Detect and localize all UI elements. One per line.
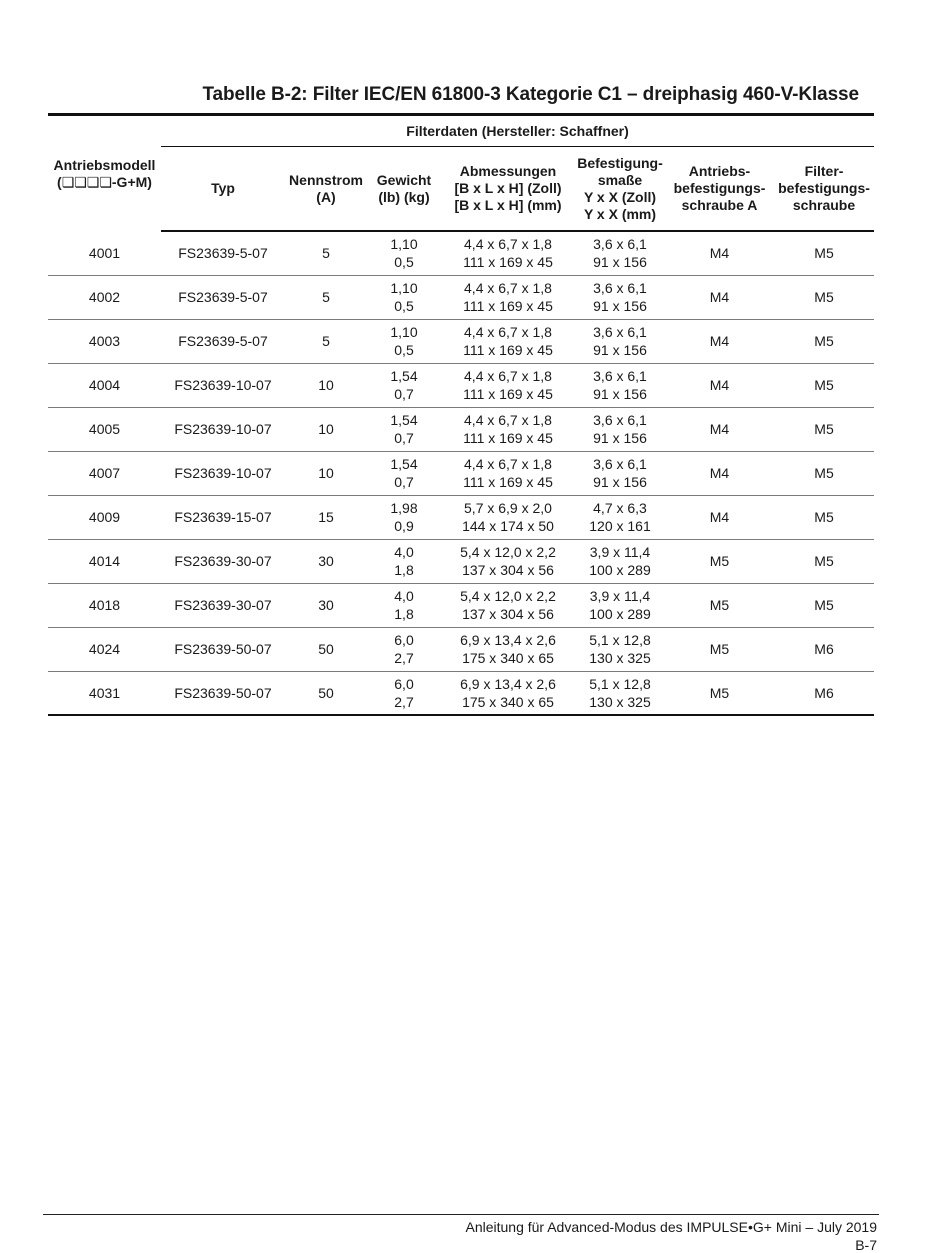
cell-dimensions-line: 111 x 169 x 45 bbox=[463, 254, 553, 271]
cell-dimensions-line: 111 x 169 x 45 bbox=[463, 342, 553, 358]
cell-weight-line: 6,0 bbox=[394, 675, 414, 692]
cell-drive-screw: M4 bbox=[665, 363, 774, 407]
cell-dimensions bbox=[441, 495, 575, 539]
cell-filter-screw: M5 bbox=[774, 363, 874, 407]
cell-mounting bbox=[575, 319, 665, 363]
cell-weight-line: 0,7 bbox=[394, 474, 414, 490]
header-line: Befestigung- bbox=[577, 154, 663, 171]
table-title: Tabelle B-2: Filter IEC/EN 61800-3 Kategorie C1 – dreiphasig 460-V-Klasse bbox=[202, 84, 859, 105]
cell-model: 4003 bbox=[48, 319, 161, 363]
cell-weight-line: 1,8 bbox=[394, 562, 414, 578]
cell-drive-screw: M4 bbox=[665, 231, 774, 275]
cell-dimensions-line: 4,4 x 6,7 x 1,8 bbox=[464, 456, 552, 472]
cell-mounting-line: 100 x 289 bbox=[589, 562, 651, 578]
cell-current: 5 bbox=[285, 319, 367, 363]
cell-model: 4024 bbox=[48, 627, 161, 671]
cell-dimensions-line: 175 x 340 x 65 bbox=[462, 650, 554, 666]
cell-dimensions bbox=[441, 627, 575, 671]
table-row bbox=[48, 231, 874, 275]
header-line: Y x X (Zoll) bbox=[583, 188, 657, 205]
header-line: Abmessungen bbox=[459, 163, 557, 179]
cell-weight-line: 0,7 bbox=[394, 430, 414, 446]
cell-mounting-line: 5,1 x 12,8 bbox=[589, 632, 651, 648]
cell-mounting bbox=[575, 583, 665, 627]
cell-current: 50 bbox=[285, 627, 367, 671]
cell-weight-line: 1,98 bbox=[390, 500, 418, 516]
cell-mounting-line: 3,9 x 11,4 bbox=[589, 544, 651, 560]
cell-dimensions bbox=[441, 539, 575, 583]
cell-model: 4018 bbox=[48, 583, 161, 627]
cell-dimensions-line: 111 x 169 x 45 bbox=[463, 298, 553, 314]
cell-type: FS23639-50-07 bbox=[161, 671, 285, 715]
cell-mounting-line: 130 x 325 bbox=[589, 693, 651, 710]
table-row bbox=[48, 495, 874, 539]
cell-filter-screw: M6 bbox=[774, 671, 874, 715]
cell-weight-line: 0,5 bbox=[394, 342, 414, 358]
cell-drive-screw: M4 bbox=[665, 275, 774, 319]
cell-weight bbox=[367, 495, 441, 539]
table-row bbox=[48, 583, 874, 627]
cell-mounting-line: 3,6 x 6,1 bbox=[593, 456, 647, 472]
table-row bbox=[48, 539, 874, 583]
cell-mounting bbox=[575, 627, 665, 671]
cell-weight bbox=[367, 319, 441, 363]
cell-dimensions-line: 111 x 169 x 45 bbox=[463, 430, 553, 446]
cell-dimensions-line: 5,4 x 12,0 x 2,2 bbox=[460, 544, 556, 560]
cell-weight-line: 0,9 bbox=[394, 518, 414, 534]
cell-dimensions-line: 4,4 x 6,7 x 1,8 bbox=[464, 236, 552, 253]
cell-dimensions-line: 4,4 x 6,7 x 1,8 bbox=[464, 412, 552, 428]
cell-mounting-line: 3,6 x 6,1 bbox=[593, 280, 647, 296]
table-row bbox=[48, 407, 874, 451]
cell-dimensions-line: 6,9 x 13,4 x 2,6 bbox=[460, 675, 556, 692]
header-line: Nennstrom bbox=[289, 171, 363, 188]
cell-drive-screw: M5 bbox=[665, 583, 774, 627]
cell-dimensions-line: 4,4 x 6,7 x 1,8 bbox=[464, 280, 552, 296]
table-row bbox=[48, 319, 874, 363]
cell-dimensions bbox=[441, 363, 575, 407]
cell-drive-screw: M5 bbox=[665, 671, 774, 715]
header-line: Y x X (mm) bbox=[583, 205, 657, 222]
cell-dimensions bbox=[441, 231, 575, 275]
cell-type: FS23639-10-07 bbox=[161, 451, 285, 495]
cell-dimensions bbox=[441, 319, 575, 363]
header-line: (A) bbox=[316, 188, 336, 205]
header-line: smaße bbox=[597, 171, 643, 188]
cell-dimensions-line: 175 x 340 x 65 bbox=[462, 693, 554, 710]
cell-weight-line: 4,0 bbox=[394, 544, 414, 560]
header-filter-screw bbox=[774, 147, 874, 232]
cell-dimensions-line: 4,4 x 6,7 x 1,8 bbox=[464, 324, 552, 340]
cell-filter-screw: M5 bbox=[774, 451, 874, 495]
cell-mounting-line: 3,6 x 6,1 bbox=[593, 236, 647, 253]
cell-mounting bbox=[575, 407, 665, 451]
cell-current: 5 bbox=[285, 231, 367, 275]
cell-mounting bbox=[575, 275, 665, 319]
table-body bbox=[48, 231, 874, 715]
cell-weight bbox=[367, 363, 441, 407]
cell-dimensions bbox=[441, 407, 575, 451]
cell-drive-screw: M4 bbox=[665, 319, 774, 363]
cell-drive-screw: M4 bbox=[665, 495, 774, 539]
cell-dimensions-line: 111 x 169 x 45 bbox=[463, 474, 553, 490]
header-line: (❏❏❏❏-G+M) bbox=[57, 173, 152, 190]
cell-mounting bbox=[575, 363, 665, 407]
cell-current: 15 bbox=[285, 495, 367, 539]
cell-weight bbox=[367, 671, 441, 715]
cell-weight-line: 1,10 bbox=[390, 324, 418, 340]
cell-mounting-line: 4,7 x 6,3 bbox=[593, 500, 647, 516]
cell-current: 10 bbox=[285, 451, 367, 495]
footer-divider bbox=[43, 1214, 879, 1215]
cell-weight-line: 1,54 bbox=[390, 412, 418, 428]
cell-weight bbox=[367, 231, 441, 275]
header-model bbox=[48, 115, 161, 232]
header-line: befestigungs- bbox=[673, 180, 766, 196]
header-weight bbox=[367, 147, 441, 232]
cell-filter-screw: M6 bbox=[774, 627, 874, 671]
cell-mounting bbox=[575, 671, 665, 715]
header-line: Filter- bbox=[804, 163, 844, 179]
cell-mounting-line: 3,6 x 6,1 bbox=[593, 368, 647, 384]
cell-dimensions-line: 4,4 x 6,7 x 1,8 bbox=[464, 368, 552, 384]
header-line: [B x L x H] (mm) bbox=[454, 197, 562, 213]
cell-weight-line: 6,0 bbox=[394, 632, 414, 648]
cell-filter-screw: M5 bbox=[774, 231, 874, 275]
cell-dimensions bbox=[441, 451, 575, 495]
cell-drive-screw: M4 bbox=[665, 407, 774, 451]
cell-weight bbox=[367, 451, 441, 495]
cell-model: 4002 bbox=[48, 275, 161, 319]
cell-dimensions-line: 6,9 x 13,4 x 2,6 bbox=[460, 632, 556, 648]
cell-model: 4031 bbox=[48, 671, 161, 715]
header-current bbox=[285, 147, 367, 232]
cell-dimensions-line: 144 x 174 x 50 bbox=[462, 518, 554, 534]
cell-weight-line: 4,0 bbox=[394, 588, 414, 604]
cell-model: 4014 bbox=[48, 539, 161, 583]
cell-current: 10 bbox=[285, 363, 367, 407]
cell-dimensions-line: 137 x 304 x 56 bbox=[462, 606, 554, 622]
cell-mounting bbox=[575, 231, 665, 275]
cell-filter-screw: M5 bbox=[774, 275, 874, 319]
cell-filter-screw: M5 bbox=[774, 407, 874, 451]
cell-weight-line: 1,10 bbox=[390, 236, 418, 253]
table-row bbox=[48, 627, 874, 671]
cell-filter-screw: M5 bbox=[774, 319, 874, 363]
cell-current: 10 bbox=[285, 407, 367, 451]
cell-type: FS23639-15-07 bbox=[161, 495, 285, 539]
table-row bbox=[48, 363, 874, 407]
cell-drive-screw: M5 bbox=[665, 627, 774, 671]
cell-current: 5 bbox=[285, 275, 367, 319]
cell-type: FS23639-5-07 bbox=[161, 231, 285, 275]
cell-mounting-line: 3,6 x 6,1 bbox=[593, 324, 647, 340]
cell-dimensions bbox=[441, 583, 575, 627]
cell-dimensions-line: 111 x 169 x 45 bbox=[463, 386, 553, 402]
cell-current: 30 bbox=[285, 583, 367, 627]
cell-mounting-line: 5,1 x 12,8 bbox=[589, 675, 651, 692]
cell-mounting-line: 91 x 156 bbox=[593, 298, 647, 314]
cell-weight-line: 2,7 bbox=[394, 650, 414, 666]
cell-current: 50 bbox=[285, 671, 367, 715]
header-type: Typ bbox=[161, 147, 285, 232]
cell-mounting-line: 120 x 161 bbox=[589, 518, 651, 534]
cell-filter-screw: M5 bbox=[774, 495, 874, 539]
cell-weight-line: 1,54 bbox=[390, 456, 418, 472]
cell-weight bbox=[367, 539, 441, 583]
cell-model: 4007 bbox=[48, 451, 161, 495]
cell-weight-line: 1,10 bbox=[390, 280, 418, 296]
page-number: B-7 bbox=[855, 1237, 877, 1253]
cell-type: FS23639-30-07 bbox=[161, 583, 285, 627]
cell-weight bbox=[367, 627, 441, 671]
cell-type: FS23639-50-07 bbox=[161, 627, 285, 671]
header-group-filterdaten: Filterdaten (Hersteller: Schaffner) bbox=[161, 115, 874, 147]
table-row bbox=[48, 451, 874, 495]
cell-dimensions bbox=[441, 671, 575, 715]
cell-mounting-line: 91 x 156 bbox=[593, 430, 647, 446]
cell-model: 4009 bbox=[48, 495, 161, 539]
header-line: schraube A bbox=[681, 197, 758, 213]
cell-weight-line: 0,7 bbox=[394, 386, 414, 402]
cell-model: 4001 bbox=[48, 231, 161, 275]
cell-weight-line: 1,8 bbox=[394, 606, 414, 622]
header-line: schraube bbox=[792, 197, 856, 213]
cell-type: FS23639-10-07 bbox=[161, 407, 285, 451]
header-line: (lb) (kg) bbox=[378, 188, 430, 205]
cell-model: 4005 bbox=[48, 407, 161, 451]
cell-type: FS23639-30-07 bbox=[161, 539, 285, 583]
cell-mounting-line: 91 x 156 bbox=[593, 342, 647, 358]
table-row bbox=[48, 671, 874, 715]
cell-mounting-line: 3,9 x 11,4 bbox=[589, 588, 651, 604]
table-row bbox=[48, 275, 874, 319]
header-line: [B x L x H] (Zoll) bbox=[454, 180, 562, 196]
header-drive-screw bbox=[665, 147, 774, 232]
cell-type: FS23639-5-07 bbox=[161, 319, 285, 363]
cell-weight-line: 0,5 bbox=[394, 298, 414, 314]
header-line: Antriebsmodell bbox=[53, 156, 156, 173]
header-mounting bbox=[575, 147, 665, 232]
cell-type: FS23639-10-07 bbox=[161, 363, 285, 407]
cell-weight-line: 1,54 bbox=[390, 368, 418, 384]
cell-mounting-line: 91 x 156 bbox=[593, 254, 647, 271]
cell-dimensions-line: 5,7 x 6,9 x 2,0 bbox=[464, 500, 552, 516]
cell-drive-screw: M5 bbox=[665, 539, 774, 583]
cell-filter-screw: M5 bbox=[774, 539, 874, 583]
cell-mounting bbox=[575, 451, 665, 495]
cell-filter-screw: M5 bbox=[774, 583, 874, 627]
cell-type: FS23639-5-07 bbox=[161, 275, 285, 319]
cell-weight-line: 2,7 bbox=[394, 693, 414, 710]
cell-weight-line: 0,5 bbox=[394, 254, 414, 271]
cell-current: 30 bbox=[285, 539, 367, 583]
cell-model: 4004 bbox=[48, 363, 161, 407]
cell-drive-screw: M4 bbox=[665, 451, 774, 495]
cell-mounting-line: 130 x 325 bbox=[589, 650, 651, 666]
cell-mounting-line: 91 x 156 bbox=[593, 474, 647, 490]
cell-mounting-line: 91 x 156 bbox=[593, 386, 647, 402]
cell-dimensions-line: 137 x 304 x 56 bbox=[462, 562, 554, 578]
header-dimensions bbox=[441, 147, 575, 232]
header-line: Antriebs- bbox=[688, 163, 751, 179]
cell-dimensions bbox=[441, 275, 575, 319]
cell-mounting bbox=[575, 495, 665, 539]
cell-dimensions-line: 5,4 x 12,0 x 2,2 bbox=[460, 588, 556, 604]
footer-text: Anleitung für Advanced-Modus des IMPULSE•G+ Mini – July 2019 bbox=[465, 1219, 877, 1235]
cell-mounting-line: 100 x 289 bbox=[589, 606, 651, 622]
header-line: befestigungs- bbox=[778, 180, 870, 196]
cell-weight bbox=[367, 275, 441, 319]
cell-mounting-line: 3,6 x 6,1 bbox=[593, 412, 647, 428]
filter-spec-table bbox=[48, 113, 874, 716]
cell-weight bbox=[367, 583, 441, 627]
header-line: Gewicht bbox=[376, 171, 432, 188]
cell-weight bbox=[367, 407, 441, 451]
cell-mounting bbox=[575, 539, 665, 583]
